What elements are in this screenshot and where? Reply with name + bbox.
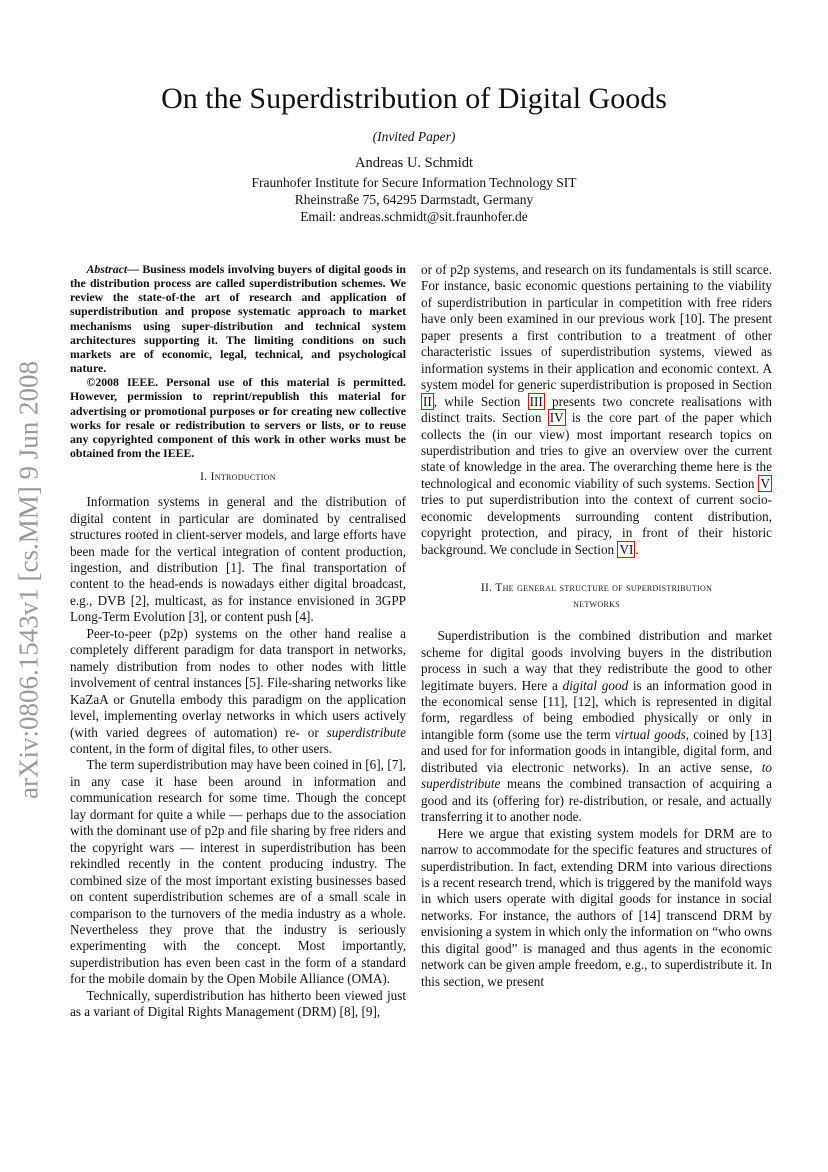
intro-p5-text-d: is the core part of the paper which collects the (in our view) most important research topics on superdistribution and tries to give an overview over the current state of knowledge in the area. The overarching theme here is the technological and economic viability of such systems. Section xyxy=(421,410,772,491)
structure-paragraph-2: Here we argue that existing system models for DRM are to narrow to accommodate for the specific features and structures of superdistribution. In fact, extending DRM into various directions is a recent research trend, which is triggered by the manifold ways in which users operate with digital goods for instance in social networks. For instance, the authors of [14] transcend DRM by envisioning a system in which only the information on “who owns this digital good” is managed and thus agents in the economic network can be given ample freedom, e.g., to superdistribute it. In this section, we present xyxy=(421,825,772,989)
intro-p5-text-c: presents two concrete realisations with distinct traits. Section xyxy=(421,393,773,426)
structure-paragraph-1 xyxy=(421,628,772,825)
author-name: Andreas U. Schmidt xyxy=(355,155,473,171)
abstract xyxy=(70,262,406,460)
intro-p2-text-b: content, in the form of digital files, to other users. xyxy=(70,740,333,756)
structure-p1-text-c: , coined by [13] and used for for information goods in intangible, digital form, and distributed via electronic networks). In an active sense, xyxy=(421,726,773,775)
section-heading-introduction: I. Introduction xyxy=(200,471,276,484)
abstract-body xyxy=(70,262,406,375)
author-affiliation: Fraunhofer Institute for Secure Information Technology SIT xyxy=(251,175,577,190)
section-ref-iii-link[interactable]: III xyxy=(529,393,543,409)
intro-paragraph-1: Information systems in general and the distribution of digital content in particular are dominated by centralised structures rooted in client-server models, and large efforts have been made for the vertical integration of content production, ingestion, and distribution [1]. The final transportation of content to the head-ends is nowadays either digital broadcast, e.g., DVB [2], multicast, as for instance envisioned in 3GPP Long-Term Evolution [3], or content push [4]. xyxy=(70,494,406,625)
intro-paragraph-4: Technically, superdistribution has hitherto been viewed just as a variant of Digital Rights Management (DRM) [8], [9], xyxy=(70,987,406,1020)
right-column xyxy=(421,262,772,990)
intro-paragraph-5 xyxy=(421,262,772,558)
section-ref-v-link[interactable]: V xyxy=(760,475,770,491)
structure-p1-emphasis-1: digital good xyxy=(562,677,629,693)
section-heading-structure-line1: II. The general structure of superdistribution xyxy=(480,582,713,595)
structure-p1-text-a: Superdistribution is the combined distribution and market scheme for digital goods involving buyers in the distribution process in such a way that they redistribute the good to other legitimate buyers. Here a xyxy=(421,628,772,693)
paper-title: On the Superdistribution of Digital Goods xyxy=(161,82,667,115)
arxiv-identifier: arXiv:0806.1543v1 [cs.MM] 9 Jun 2008 xyxy=(13,361,44,799)
abstract-text: Business models involving buyers of digital goods in the distribution process are called superdistribution schemes. We review the state-of-the art of research and application of superdistribution and propose systematic approach to market mechanisms using super-distribution and technical system architectures supporting it. The limiting conditions on such markets are of economic, legal, technical, and psychological nature. xyxy=(70,262,406,376)
paper-subtitle: (Invited Paper) xyxy=(372,129,456,144)
intro-p5-text-b: , while Section xyxy=(433,393,528,409)
section-heading-structure-line2: networks xyxy=(573,598,620,611)
abstract-label: Abstract xyxy=(86,262,128,276)
left-column xyxy=(70,262,406,1021)
structure-p1-text-b: is an information good in the economical sense [11], [12], which is represented in digital form, regardless of being embodied physically or only in intangible form (some use the term xyxy=(421,677,773,742)
intro-p2-text-a: Peer-to-peer (p2p) systems on the other hand realise a completely different paradigm for data transport in networks, namely distribution from nodes to other nodes with little involvement of central instances [5]. File-sharing networks like KaZaA or Gnutella embody this paradigm on the application level, implementing overlay networks in which users actively (with varied degrees of automation) re- or xyxy=(70,625,406,740)
section-heading-structure xyxy=(421,580,772,612)
intro-p5-text-e: tries to put superdistribution into the context of current socio-economic developments surrounding content distribution, copyright protection, and piracy, in front of their historic background. We conclude in Section xyxy=(421,492,772,557)
author-address: Rheinstraße 75, 64295 Darmstadt, Germany xyxy=(294,192,534,207)
arxiv-sidebar xyxy=(12,340,46,820)
copyright-notice: ©2008 IEEE. Personal use of this material is permitted. However, permission to reprint/republish this material for advertising or promotional purposes or for creating new collective works for resale or redistribution to servers or lists, or to reuse any copyrighted component of this work in other works must be obtained from the IEEE. xyxy=(70,375,406,461)
intro-paragraph-3: The term superdistribution may have been coined in [6], [7], in any case it hase been around in information and communication research for some time. Though the concept lay dormant for quite a while — perhaps due to the association with the dominant use of p2p and file sharing by free riders and the copyright wars — interest in superdistribution has been rekindled recently in the content producing industry. The combined size of the most important existing businesses based on content superdistribution schemes are of a small scale in comparison to the turnovers of the media industry as a whole. Nevertheless they prove that the industry is seriously experimenting with the concept. Most importantly, superdistribution has even been cast in the form of a standard for the mobile domain by the Open Mobile Alliance (OMA). xyxy=(70,757,406,987)
abstract-dash: — xyxy=(127,262,139,276)
structure-p1-text-d: means the combined transaction of acquiring a good and its (offering for) re-distribution, or resale, and actually transferring it to another node. xyxy=(421,776,772,825)
intro-p5-text-a: or of p2p systems, and research on its fundamentals is still scarce. For instance, basic economic questions pertaining to the viability of superdistribution in particular in competition with free riders have only been examined in our previous work [10]. The present paper presents a first contribution to a treatment of other characteristic issues of superdistribution systems, viewed as information systems in their application and economic context. A system model for generic superdistribution is proposed in Section xyxy=(421,262,772,393)
intro-p5-text-f: . xyxy=(635,541,639,557)
section-ref-iv-link[interactable]: IV xyxy=(549,410,564,426)
section-ref-vi-link[interactable]: VI xyxy=(619,541,634,557)
section-ref-ii-link[interactable]: II xyxy=(423,393,432,409)
intro-p2-emphasis: superdistribute xyxy=(326,724,406,740)
intro-paragraph-2 xyxy=(70,626,406,758)
author-email: Email: andreas.schmidt@sit.fraunhofer.de xyxy=(300,209,528,224)
structure-p1-emphasis-2: virtual goods xyxy=(614,726,686,742)
structure-p1-emphasis-3: to superdistribute xyxy=(421,759,772,792)
